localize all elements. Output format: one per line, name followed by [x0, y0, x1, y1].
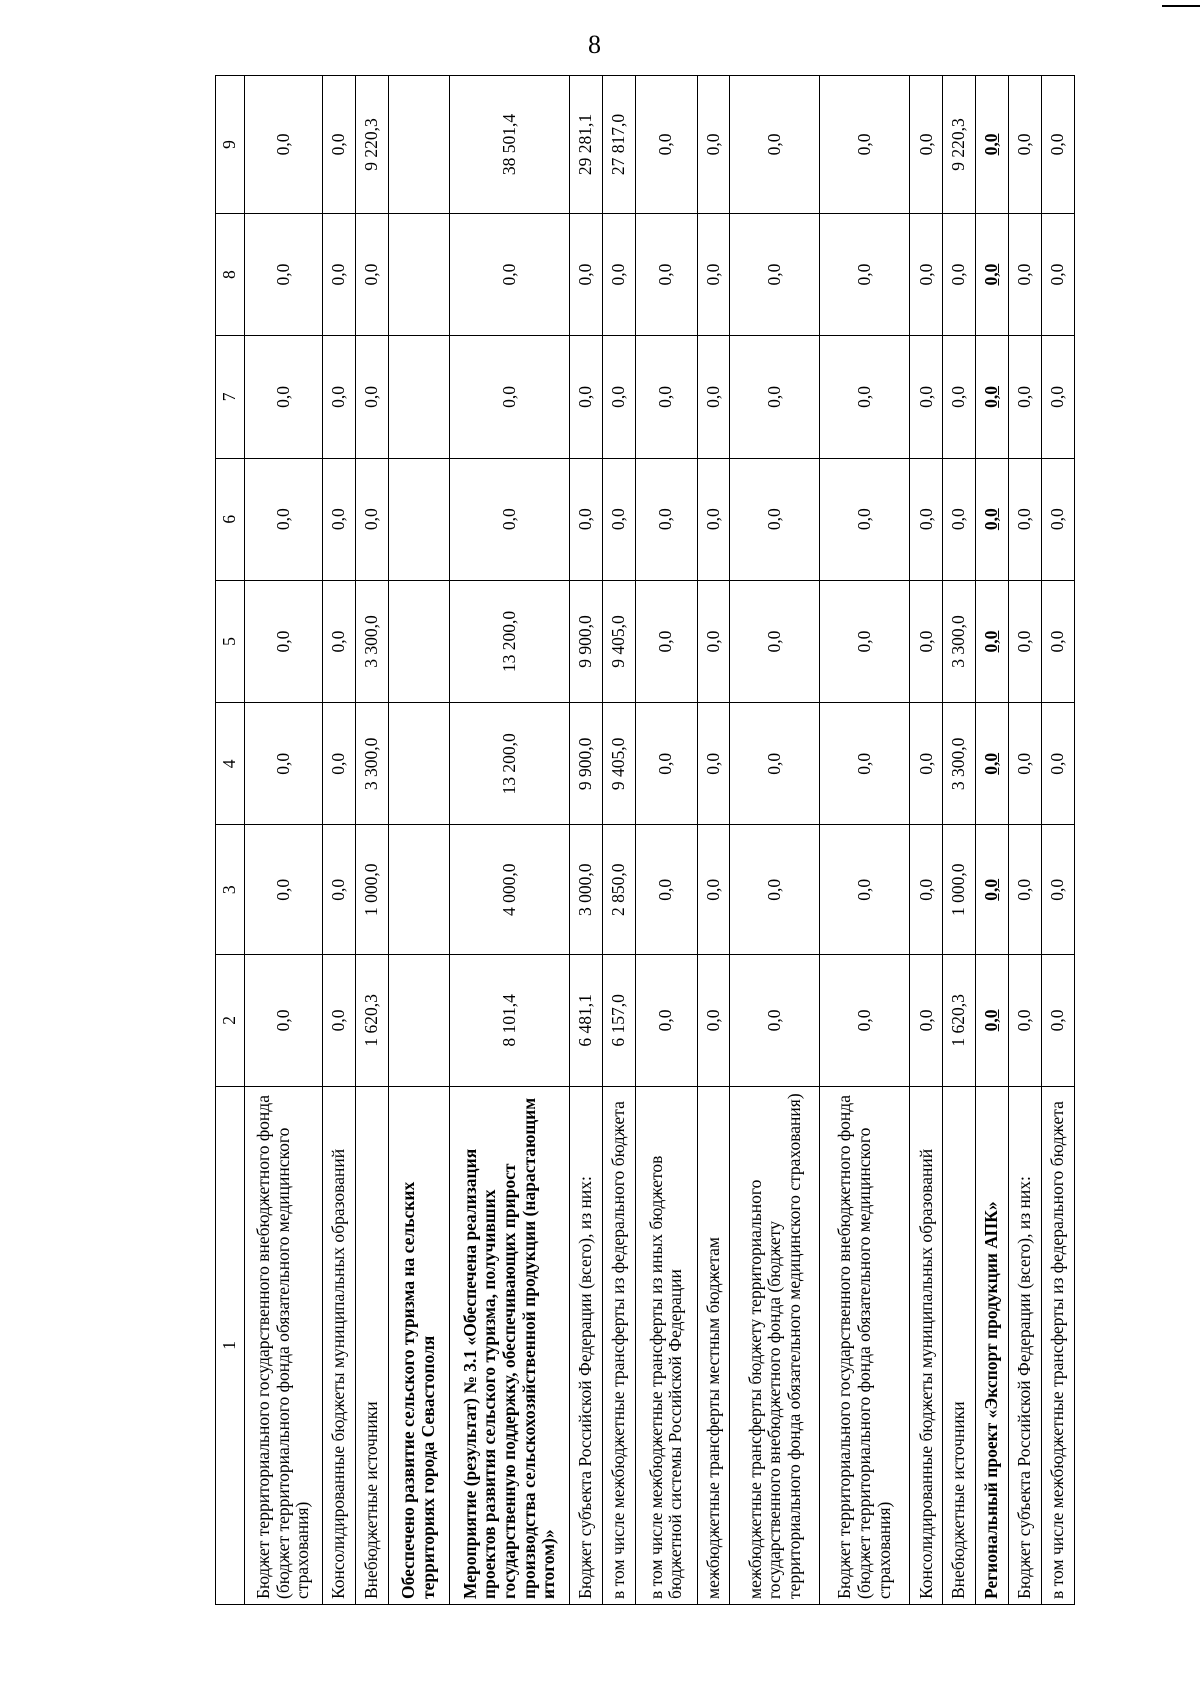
cell-value: 0,0 [697, 213, 730, 335]
cell-value: 0,0 [910, 76, 943, 214]
cell-value: 0,0 [245, 336, 323, 458]
cell-value: 0,0 [636, 458, 697, 580]
cell-value: 0,0 [697, 76, 730, 214]
measure-description: Мероприятие (результат) № 3.1 «Обеспечена реализация проектов развития сельского туризма, получивших государственную поддержку, обеспечивающих прирост производства сельскохозяйственной продукции (нарастающим итогом)» [450, 1086, 570, 1604]
cell-value: 9 405,0 [603, 703, 636, 825]
section-description: Обеспечено развитие сельского туризма на сельских территориях города Севастополя [388, 1086, 449, 1604]
cell-value: 0,0 [323, 76, 356, 214]
cell-value: 0,0 [730, 458, 820, 580]
cell-value: 0,0 [323, 458, 356, 580]
cell-value: 9 405,0 [603, 580, 636, 702]
column-header: 3 [216, 825, 245, 955]
cell-value: 0,0 [910, 703, 943, 825]
cell-value: 0,0 [245, 213, 323, 335]
cell-value: 0,0 [976, 76, 1009, 214]
cell-value: 38 501,4 [450, 76, 570, 214]
cell-value: 0,0 [355, 213, 388, 335]
row-description: Консолидированные бюджеты муниципальных образований [323, 1086, 356, 1604]
cell-value: 0,0 [976, 580, 1009, 702]
column-header: 4 [216, 703, 245, 825]
cell-value: 3 300,0 [943, 580, 976, 702]
cell-value [388, 825, 449, 955]
table-row [636, 76, 697, 1605]
cell-value: 8 101,4 [450, 955, 570, 1087]
cell-value: 0,0 [910, 825, 943, 955]
cell-value: 1 000,0 [355, 825, 388, 955]
table-row [245, 76, 323, 1605]
cell-value: 0,0 [730, 825, 820, 955]
column-header: 7 [216, 336, 245, 458]
cell-value: 0,0 [450, 458, 570, 580]
cell-value [388, 213, 449, 335]
cell-value: 3 000,0 [570, 825, 603, 955]
cell-value: 0,0 [245, 825, 323, 955]
cell-value: 0,0 [820, 458, 910, 580]
cell-value: 0,0 [323, 213, 356, 335]
cell-value: 6 157,0 [603, 955, 636, 1087]
cell-value: 0,0 [1042, 213, 1075, 335]
cell-value: 0,0 [820, 580, 910, 702]
cell-value: 0,0 [820, 703, 910, 825]
corner-mark [1162, 5, 1200, 7]
cell-value: 0,0 [943, 213, 976, 335]
table-row [910, 76, 943, 1605]
cell-value: 0,0 [245, 703, 323, 825]
cell-value: 0,0 [323, 955, 356, 1087]
cell-value: 0,0 [603, 458, 636, 580]
cell-value: 13 200,0 [450, 580, 570, 702]
cell-value: 1 000,0 [943, 825, 976, 955]
cell-value: 0,0 [603, 213, 636, 335]
row-description: межбюджетные трансферты местным бюджетам [697, 1086, 730, 1604]
cell-value: 13 200,0 [450, 703, 570, 825]
table-row [1009, 76, 1042, 1605]
page-number: 8 [588, 30, 601, 59]
cell-value: 0,0 [636, 336, 697, 458]
cell-value: 0,0 [910, 458, 943, 580]
cell-value: 0,0 [636, 955, 697, 1087]
cell-value: 0,0 [1009, 955, 1042, 1087]
header-row [216, 76, 245, 1605]
budget-table [215, 75, 1075, 1605]
cell-value: 0,0 [450, 336, 570, 458]
cell-value: 0,0 [820, 76, 910, 214]
cell-value: 0,0 [910, 580, 943, 702]
cell-value: 9 900,0 [570, 580, 603, 702]
table-row [730, 76, 820, 1605]
cell-value: 0,0 [820, 336, 910, 458]
cell-value: 0,0 [636, 825, 697, 955]
cell-value: 0,0 [697, 458, 730, 580]
cell-value: 9 900,0 [570, 703, 603, 825]
cell-value: 0,0 [730, 76, 820, 214]
table-row [943, 76, 976, 1605]
column-header: 2 [216, 955, 245, 1087]
cell-value: 3 300,0 [355, 703, 388, 825]
cell-value: 0,0 [730, 955, 820, 1087]
cell-value: 0,0 [1009, 76, 1042, 214]
cell-value: 0,0 [1042, 955, 1075, 1087]
cell-value: 0,0 [1042, 825, 1075, 955]
cell-value: 3 300,0 [355, 580, 388, 702]
cell-value: 0,0 [976, 458, 1009, 580]
row-description: межбюджетные трансферты бюджету территориального государственного внебюджетного фонда (бюджету территориального фонда обязательного медицинского страхования) [730, 1086, 820, 1604]
column-header: 6 [216, 458, 245, 580]
cell-value: 0,0 [910, 955, 943, 1087]
cell-value: 0,0 [355, 458, 388, 580]
cell-value: 0,0 [976, 336, 1009, 458]
cell-value: 0,0 [323, 580, 356, 702]
table-row [355, 76, 388, 1605]
cell-value: 0,0 [697, 336, 730, 458]
row-description: Консолидированные бюджеты муниципальных образований [910, 1086, 943, 1604]
cell-value: 0,0 [820, 213, 910, 335]
cell-value: 29 281,1 [570, 76, 603, 214]
row-description: в том числе межбюджетные трансферты из федерального бюджета [603, 1086, 636, 1604]
cell-value: 0,0 [245, 458, 323, 580]
cell-value: 0,0 [730, 703, 820, 825]
table-row [570, 76, 603, 1605]
cell-value: 0,0 [697, 955, 730, 1087]
cell-value: 0,0 [1042, 458, 1075, 580]
cell-value: 0,0 [636, 580, 697, 702]
rotated-table-container [215, 75, 1075, 1605]
cell-value: 0,0 [697, 825, 730, 955]
row-description: Бюджет субъекта Российской Федерации (всего), из них: [1009, 1086, 1042, 1604]
cell-value: 0,0 [1009, 213, 1042, 335]
cell-value [388, 458, 449, 580]
cell-value: 1 620,3 [355, 955, 388, 1087]
cell-value: 0,0 [910, 213, 943, 335]
cell-value: 0,0 [976, 213, 1009, 335]
cell-value: 0,0 [570, 458, 603, 580]
project-description: Региональный проект «Экспорт продукции АПК» [976, 1086, 1009, 1604]
row-description: Внебюджетные источники [943, 1086, 976, 1604]
table-row [697, 76, 730, 1605]
cell-value: 0,0 [323, 825, 356, 955]
cell-value [388, 336, 449, 458]
cell-value: 3 300,0 [943, 703, 976, 825]
cell-value [388, 955, 449, 1087]
project-row [976, 76, 1009, 1605]
row-description: в том числе межбюджетные трансферты из федерального бюджета [1042, 1086, 1075, 1604]
cell-value: 0,0 [820, 825, 910, 955]
cell-value: 0,0 [1009, 580, 1042, 702]
cell-value: 0,0 [730, 213, 820, 335]
cell-value: 0,0 [943, 336, 976, 458]
cell-value [388, 703, 449, 825]
row-description: Внебюджетные источники [355, 1086, 388, 1604]
cell-value: 0,0 [1042, 703, 1075, 825]
cell-value: 0,0 [976, 703, 1009, 825]
cell-value: 0,0 [245, 955, 323, 1087]
column-header: 8 [216, 213, 245, 335]
row-description: Бюджет территориального государственного внебюджетного фонда (бюджет территориального фонда обязательного медицинского страхования) [820, 1086, 910, 1604]
cell-value: 0,0 [636, 213, 697, 335]
cell-value: 0,0 [697, 703, 730, 825]
cell-value: 0,0 [570, 336, 603, 458]
cell-value: 0,0 [1042, 336, 1075, 458]
cell-value: 0,0 [570, 213, 603, 335]
cell-value: 0,0 [1009, 336, 1042, 458]
cell-value: 0,0 [910, 336, 943, 458]
cell-value: 0,0 [1042, 580, 1075, 702]
cell-value: 0,0 [245, 76, 323, 214]
cell-value: 9 220,3 [943, 76, 976, 214]
table-row [1042, 76, 1075, 1605]
cell-value: 0,0 [1009, 458, 1042, 580]
table-row [603, 76, 636, 1605]
measure-row [450, 76, 570, 1605]
cell-value: 0,0 [1042, 76, 1075, 214]
cell-value: 0,0 [323, 703, 356, 825]
cell-value: 0,0 [636, 76, 697, 214]
cell-value: 0,0 [1009, 703, 1042, 825]
cell-value: 0,0 [730, 580, 820, 702]
cell-value: 0,0 [820, 955, 910, 1087]
cell-value: 4 000,0 [450, 825, 570, 955]
column-header: 1 [216, 1086, 245, 1604]
cell-value: 0,0 [323, 336, 356, 458]
cell-value [388, 76, 449, 214]
cell-value: 0,0 [1009, 825, 1042, 955]
cell-value: 0,0 [450, 213, 570, 335]
table-row [820, 76, 910, 1605]
column-header: 9 [216, 76, 245, 214]
cell-value: 0,0 [636, 703, 697, 825]
row-description: Бюджет субъекта Российской Федерации (всего), из них: [570, 1086, 603, 1604]
cell-value: 6 481,1 [570, 955, 603, 1087]
cell-value: 9 220,3 [355, 76, 388, 214]
cell-value: 1 620,3 [943, 955, 976, 1087]
column-header: 5 [216, 580, 245, 702]
cell-value: 2 850,0 [603, 825, 636, 955]
cell-value [388, 580, 449, 702]
cell-value: 27 817,0 [603, 76, 636, 214]
row-description: в том числе межбюджетные трансферты из иных бюджетов бюджетной системы Российской Федерации [636, 1086, 697, 1604]
cell-value: 0,0 [943, 458, 976, 580]
cell-value: 0,0 [245, 580, 323, 702]
cell-value: 0,0 [697, 580, 730, 702]
cell-value: 0,0 [730, 336, 820, 458]
table-row [323, 76, 356, 1605]
cell-value: 0,0 [355, 336, 388, 458]
row-description: Бюджет территориального государственного внебюджетного фонда (бюджет территориального фонда обязательного медицинского страхования) [245, 1086, 323, 1604]
cell-value: 0,0 [603, 336, 636, 458]
section-row [388, 76, 449, 1605]
cell-value: 0,0 [976, 825, 1009, 955]
cell-value: 0,0 [976, 955, 1009, 1087]
